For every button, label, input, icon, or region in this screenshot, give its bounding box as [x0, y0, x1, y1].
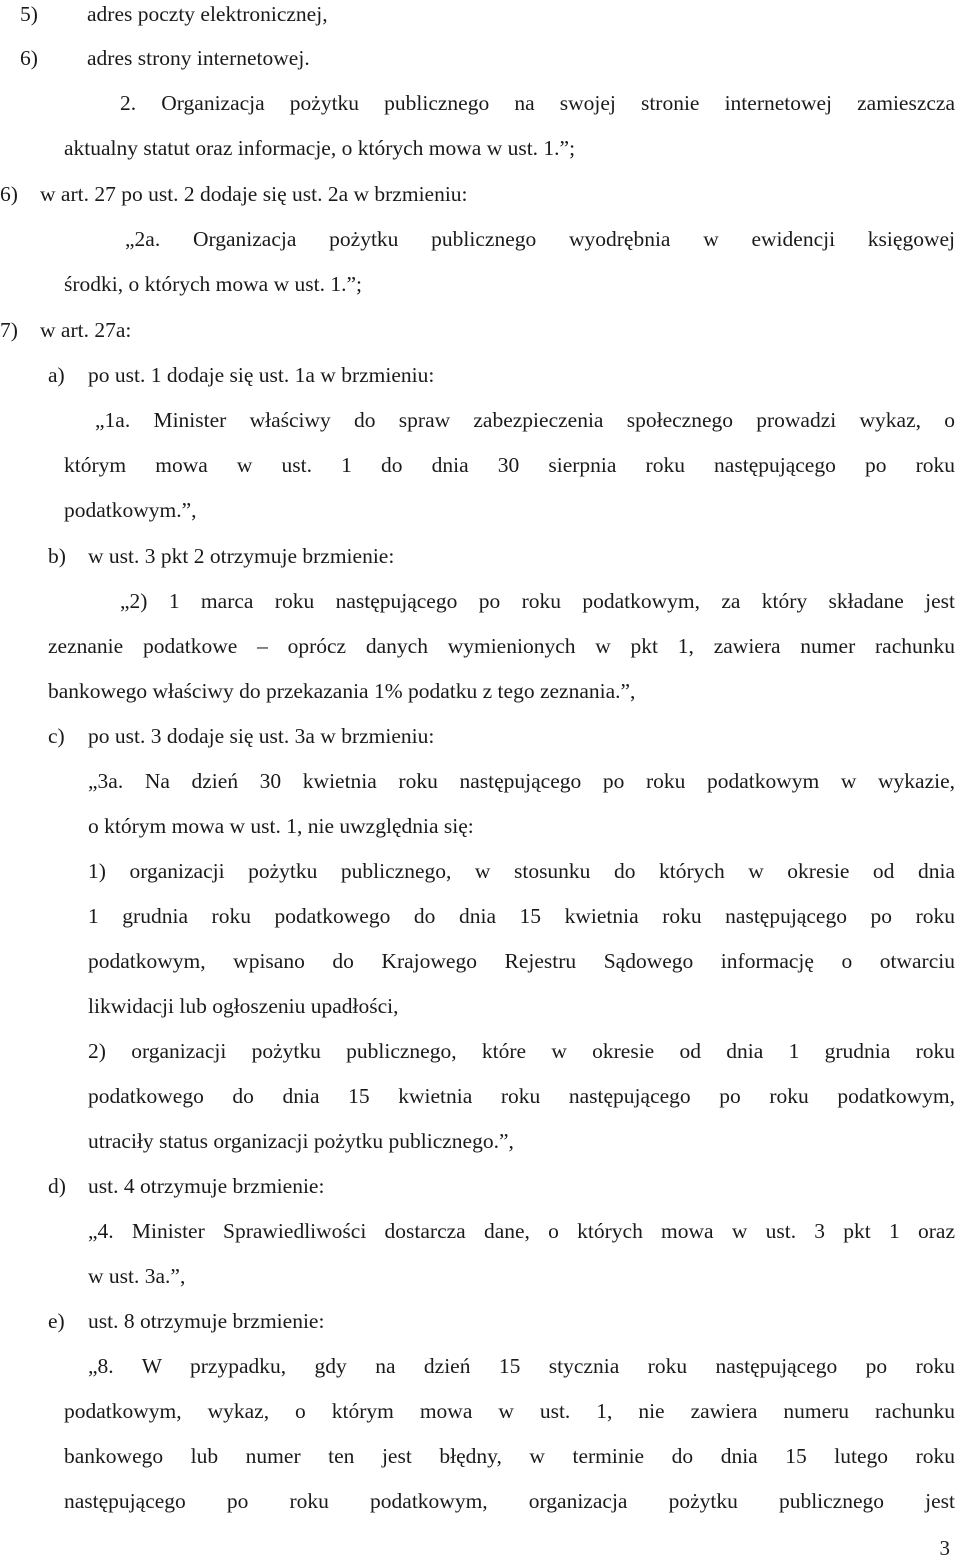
list-label: c) [48, 724, 65, 748]
paragraph-line: bankowego lub numer ten jest błędny, w terminie do dnia 15 lutego roku [64, 1444, 955, 1468]
list-item [48, 724, 434, 748]
paragraph-line: środki, o których mowa w ust. 1.”; [64, 272, 362, 296]
list-item [0, 318, 131, 342]
list-item [48, 544, 394, 568]
paragraph-line: „2a. Organizacja pożytku publicznego wyodrębnia w ewidencji księgowej [125, 227, 955, 251]
list-text: po ust. 1 dodaje się ust. 1a w brzmieniu: [88, 363, 435, 387]
list-label: 6) [20, 46, 38, 70]
page-number: 3 [939, 1536, 950, 1560]
list-label: b) [48, 544, 66, 568]
paragraph-line: 2) organizacji pożytku publicznego, które w okresie od dnia 1 grudnia roku [88, 1039, 955, 1063]
list-item [48, 1174, 324, 1198]
list-text: adres poczty elektronicznej, [87, 2, 328, 26]
list-text: ust. 4 otrzymuje brzmienie: [88, 1174, 325, 1198]
list-item [20, 2, 328, 26]
list-label: a) [48, 363, 65, 387]
paragraph-line: podatkowym.”, [64, 498, 197, 522]
list-label: 5) [20, 2, 38, 26]
list-item [0, 182, 468, 206]
paragraph-line: następującego po roku podatkowym, organizacja pożytku publicznego jest [64, 1489, 955, 1513]
paragraph-line: aktualny statut oraz informacje, o których mowa w ust. 1.”; [64, 136, 576, 160]
paragraph-line: 2. Organizacja pożytku publicznego na swojej stronie internetowej zamieszcza [120, 91, 955, 115]
list-label: d) [48, 1174, 66, 1198]
paragraph-line: którym mowa w ust. 1 do dnia 30 sierpnia roku następującego po roku [64, 453, 955, 477]
paragraph-line: „3a. Na dzień 30 kwietnia roku następującego po roku podatkowym w wykazie, [88, 769, 955, 793]
list-text: w ust. 3 pkt 2 otrzymuje brzmienie: [88, 544, 395, 568]
paragraph-line: „1a. Minister właściwy do spraw zabezpieczenia społecznego prowadzi wykaz, o [95, 408, 955, 432]
list-item [48, 1309, 324, 1333]
list-text: po ust. 3 dodaje się ust. 3a w brzmieniu: [88, 724, 435, 748]
list-label: 7) [0, 318, 18, 342]
paragraph-line: podatkowym, wpisano do Krajowego Rejestru Sądowego informację o otwarciu [88, 949, 955, 973]
paragraph-line: likwidacji lub ogłoszeniu upadłości, [88, 994, 399, 1018]
paragraph-line: 1 grudnia roku podatkowego do dnia 15 kwietnia roku następującego po roku [88, 904, 955, 928]
paragraph-line: utraciły status organizacji pożytku publicznego.”, [88, 1129, 514, 1153]
paragraph-line: podatkowego do dnia 15 kwietnia roku następującego po roku podatkowym, [88, 1084, 955, 1108]
paragraph-line: „4. Minister Sprawiedliwości dostarcza dane, o których mowa w ust. 3 pkt 1 oraz [88, 1219, 955, 1243]
list-text: adres strony internetowej. [87, 46, 310, 70]
list-item [48, 363, 434, 387]
list-item [20, 46, 310, 70]
paragraph-line: o którym mowa w ust. 1, nie uwzględnia się: [88, 814, 474, 838]
paragraph-line: w ust. 3a.”, [88, 1264, 186, 1288]
paragraph-line: podatkowym, wykaz, o którym mowa w ust. 1, nie zawiera numeru rachunku [64, 1399, 955, 1423]
list-label: 6) [0, 182, 18, 206]
list-text: w art. 27 po ust. 2 dodaje się ust. 2a w brzmieniu: [40, 182, 468, 206]
paragraph-line: „2) 1 marca roku następującego po roku podatkowym, za który składane jest [120, 589, 955, 613]
paragraph-line: 1) organizacji pożytku publicznego, w stosunku do których w okresie od dnia [88, 859, 955, 883]
list-text: w art. 27a: [40, 318, 132, 342]
list-label: e) [48, 1309, 65, 1333]
list-text: ust. 8 otrzymuje brzmienie: [88, 1309, 325, 1333]
paragraph-line: „8. W przypadku, gdy na dzień 15 stycznia roku następującego po roku [88, 1354, 955, 1378]
paragraph-line: zeznanie podatkowe – oprócz danych wymienionych w pkt 1, zawiera numer rachunku [48, 634, 955, 658]
paragraph-line: bankowego właściwy do przekazania 1% podatku z tego zeznania.”, [48, 679, 636, 703]
